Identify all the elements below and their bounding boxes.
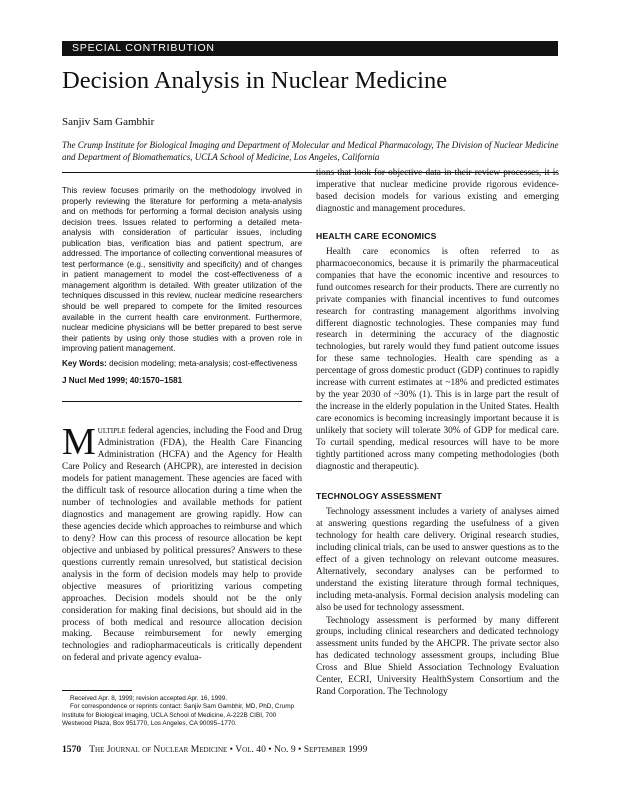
article-title: Decision Analysis in Nuclear Medicine (62, 67, 448, 94)
abstract-rule (62, 401, 302, 402)
intro-lead: ultiple (97, 426, 126, 437)
technology-assessment-paragraph-1: Technology assessment includes a variety of analyses aimed at answering questions regarding the usefulness of a given technology for health care delivery. Original research studies, including clinical trials, can be used to answer questions as to the effect of a given technology on relevant outcome measures. Alternatively, secondary analyses can be performed to understand the existing literature through formal techniques, including meta-analysis. Formal decision analysis modeling can also be used for technology assessment. (316, 506, 559, 613)
page-footer (62, 744, 562, 755)
footnotes (62, 690, 302, 728)
health-care-economics-paragraph: Health care economics is often referred to as pharmacoeconomics, because it is primarily the pharmaceutical companies that have the economic incentive and resources to fund outcomes research for their products. There are currently no private companies with financial incentives to fund outcomes research for contrasting management algorithms involving different diagnostic technologies. These companies may fund research in determining the accuracy of the diagnostic technologies, but rarely would they fund patient outcome issues for these same technologies. Health care spending as a percentage of gross domestic product (GDP) continues to rapidly increase with current estimates at ~18% and predicted estimates by the year 2030 of ~30% (1). This is in large part the result of the increase in the elderly population in the United States. Health care economics is becoming increasingly important because it is unlikely that society will tolerate 30% of GDP for medical care. To curtail spending, medical resources will have to be more tightly partitioned across many competing methodologies (both diagnostic and therapeutic). (316, 246, 559, 472)
journal-footer: The Journal of Nuclear Medicine • Vol. 40 • No. 9 • September 1999 (89, 744, 368, 755)
correspondence-note: For correspondence or reprints contact: Sanjiv Sam Gambhir, MD, PhD, Crump Institute for Biological Imaging, UCLA School of Medicine, A-222B CIBI, 700 Westwood Plaza, Box 951770, Los Angeles, CA 90095–1770. (62, 703, 295, 727)
author-name: Sanjiv Sam Gambhir (62, 116, 155, 128)
heading-health-care-economics: HEALTH CARE ECONOMICS (316, 230, 437, 241)
footnote-rule (62, 690, 132, 691)
keywords-text: decision modeling; meta-analysis; cost-effectiveness (106, 358, 298, 368)
drop-cap: M (62, 421, 96, 464)
technology-assessment-paragraph-2: Technology assessment is performed by many different groups, including clinical researchers and dedicated technology assessment units funded by the AHCPR. The private sector also has dedicated technology assessment groups, including Blue Cross and Blue Shield Association Technology Evaluation Center, ECRI, University HealthSystem Consortium and the Rand Corporation. The Technology (316, 615, 559, 698)
keywords-label: Key Words: (62, 358, 107, 368)
received-note: Received Apr. 8, 1999; revision accepted Apr. 16, 1999. (70, 695, 228, 702)
author-affiliation: The Crump Institute for Biological Imaging and Department of Molecular and Medical Pharmacology, The Division of Nuclear Medicine and Department of Biomathematics, UCLA School of Medicine, Los Angeles, California (62, 140, 559, 162)
section-banner: SPECIAL CONTRIBUTION (62, 41, 558, 56)
page-number: 1570 (62, 744, 82, 755)
citation: J Nucl Med 1999; 40:1570–1581 (62, 376, 183, 386)
right-column (316, 168, 559, 699)
keywords (62, 359, 302, 370)
heading-technology-assessment: TECHNOLOGY ASSESSMENT (316, 490, 442, 501)
intro-paragraph (62, 421, 302, 665)
continuation-paragraph: tions that look for objective data in their review processes, it is imperative that nuclear medicine provide rigorous evidence-based decision models for various existing and emerging diagnostic and management procedures. (316, 168, 559, 214)
left-column (62, 186, 302, 665)
abstract: This review focuses primarily on the methodology involved in properly reviewing the literature for performing a meta-analysis and on methods for performing a formal decision analysis using decision trees. Issues related to performing a detailed meta-analysis with consideration of particular issues, including publication bias, verification bias and patient spectrum, are addressed. The importance of collecting conventional measures of test performance (e.g., sensitivity and specificity) and of changes in patient management to model the cost-effectiveness of a management algorithm is detailed. With greater utilization of the techniques discussed in this review, nuclear medicine researchers should be well prepared to compete for the limited resources available in the current health care environment. Furthermore, nuclear medicine physicians will be better prepared to best serve their patients by using only those studies with a proven role in improving patient management. (62, 186, 302, 354)
intro-text: federal agencies, including the Food and Drug Administration (FDA), the Health Care Financing Administration (HCFA) and the Agency for Health Care Policy and Research (AHCPR), are interested in decision models for patient management. These agencies are faced with the difficult task of resource allocation during a time when the number of technologies and available methods for patient diagnostics and management are growing rapidly. How can these agencies decide which approaches to reimburse and which to deny? How can this process of resource allocation be kept objective and unbiased by political pressures? Answers to these questions currently remain unresolved, but statistical decision analysis in the form of decision models may help to provide objective measures of prioritizing various competing approaches. Decision models should not be the only consideration for making final decisions, but should aid in the process of both medical and resource allocation decision making. Because reimbursement for newly emerging technologies and radiopharmaceuticals is critically dependent on federal and private agency evalua- (62, 426, 302, 664)
